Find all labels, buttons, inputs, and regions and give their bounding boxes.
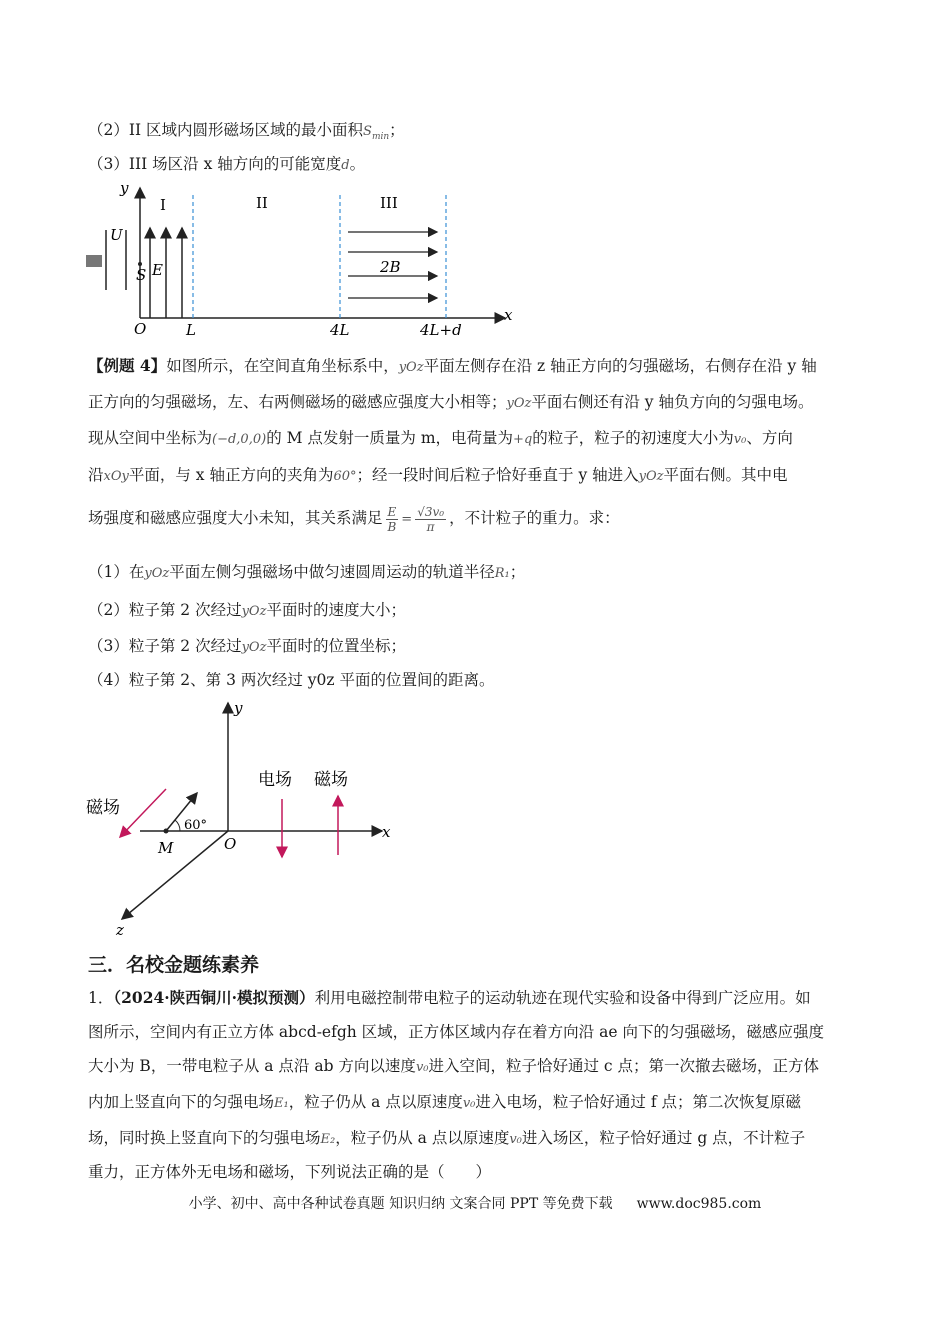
plate-block: [86, 255, 102, 267]
label-o-3d: O: [224, 835, 237, 853]
p1-line-6: 重力，正方体外无电场和磁场，下列说法正确的是（ ）: [88, 1163, 492, 1181]
label-o: O: [134, 320, 147, 338]
label-magnetic-left: 磁场: [86, 798, 120, 818]
label-u: U: [110, 226, 123, 244]
ex4-question-4: （4）粒子第 2、第 3 两次经过 y0z 平面的位置间的距离。: [88, 671, 495, 689]
p1-line-2: 图所示，空间内有正立方体 abcd-efgh 区域，正方体区域内存在着方向沿 ae 向下的匀强磁场，磁感应强度: [88, 1023, 824, 1041]
fraction-e-over-b: $\frac{E}{B}$: [387, 504, 397, 534]
page-footer: [0, 1193, 950, 1213]
label-region-1: I: [160, 196, 166, 214]
ex4-line-2: 正方向的匀强磁场，左、右两侧磁场的磁感应强度大小相等；yOz平面右侧还有沿 y 轴负方向的匀强电场。: [88, 393, 814, 411]
section-title: 三．名校金题练素养: [88, 954, 260, 976]
symbol-min: min: [371, 132, 390, 143]
ex4-line-5: 场强度和磁感应强度大小未知，其关系满足 $\frac{E}{B}$ = $\frac{\text{√3v₀}}{\pi}$ ，不计粒子的重力。求：: [88, 504, 620, 534]
p1-line-5: 场，同时换上竖直向下的匀强电场E₂，粒子仍从 a 点以原速度v₀进入场区，粒子恰好通过 g 点，不计粒子: [88, 1129, 806, 1147]
label-x: x: [504, 306, 513, 324]
ex4-question-1: （1）在yOz平面左侧匀强磁场中做匀速圆周运动的轨道半径R₁；: [88, 563, 526, 581]
label-m: M: [158, 839, 174, 857]
label-e: E: [152, 261, 163, 279]
ex4-label: 【例题 4】: [88, 356, 167, 375]
z-axis-3d: [122, 831, 228, 919]
p1-line-4: 内加上竖直向下的匀强电场E₁，粒子仍从 a 点以原速度v₀进入电场，粒子恰好通过 f 点；第二次恢复原磁: [88, 1093, 801, 1111]
tick-4l-d: 4L+d: [420, 321, 462, 339]
ex4-line-1: 【例题 4】如图所示，在空间直角坐标系中，yOz平面左侧存在沿 z 轴正方向的匀强磁场，右侧存在沿 y 轴: [88, 356, 817, 375]
figure-1-regions: [80, 180, 520, 340]
symbol-d: d: [341, 158, 350, 173]
figure-2-coordinate-fields: [80, 695, 410, 945]
fraction-sqrt3v0-over-pi: $\frac{\text{√3v₀}}{\pi}$: [417, 504, 445, 534]
question-3-width: （3）III 场区沿 x 轴方向的可能宽度d。: [88, 155, 366, 173]
p1-line-1: 1．（2024·陕西铜川·模拟预测）利用电磁控制带电粒子的运动轨迹在现代实验和设备中得到广泛应用。如: [88, 988, 811, 1007]
ex4-line-3: 现从空间中坐标为(−d,0,0)的 M 点发射一质量为 m，电荷量为+q的粒子，粒子的初速度大小为v₀、方向: [88, 429, 793, 447]
magnetic-field-left-arrow: [120, 789, 166, 837]
label-60deg: 60°: [184, 818, 208, 833]
label-x-3d: x: [382, 823, 391, 841]
angle-arc: [175, 820, 180, 831]
label-electric: 电场: [258, 770, 292, 790]
label-s: S: [136, 266, 147, 284]
ex4-line-4: 沿xOy平面，与 x 轴正方向的夹角为60°；经一段时间后粒子恰好垂直于 y 轴进入yOz平面右侧。其中电: [88, 466, 788, 484]
footer-website[interactable]: www.doc985.com: [636, 1196, 762, 1212]
p1-source: （2024·陕西铜川·模拟预测）: [113, 988, 315, 1007]
question-2-min-area: （2）II 区域内圆形磁场区域的最小面积$S_{min}$；: [88, 121, 405, 143]
ex4-question-2: （2）粒子第 2 次经过yOz平面时的速度大小；: [88, 601, 406, 619]
label-y-3d: y: [234, 699, 243, 717]
label-2b: 2B: [380, 258, 401, 276]
label-magnetic-right: 磁场: [314, 770, 348, 790]
label-y: y: [120, 180, 129, 197]
p1-line-3: 大小为 B，一带电粒子从 a 点沿 ab 方向以速度v₀进入空间，粒子恰好通过 c 点；第一次撤去磁场，正方体: [88, 1057, 820, 1075]
label-z-3d: z: [116, 921, 124, 939]
label-region-3: III: [380, 194, 398, 212]
tick-l: L: [186, 321, 196, 339]
footer-text: 小学、初中、高中各种试卷真题 知识归纳 文案合同 PPT 等免费下载: [188, 1196, 613, 1212]
ex4-question-3: （3）粒子第 2 次经过yOz平面时的位置坐标；: [88, 637, 406, 655]
symbol-s: S: [363, 124, 372, 139]
tick-4l: 4L: [330, 321, 350, 339]
label-region-2: II: [256, 194, 268, 212]
